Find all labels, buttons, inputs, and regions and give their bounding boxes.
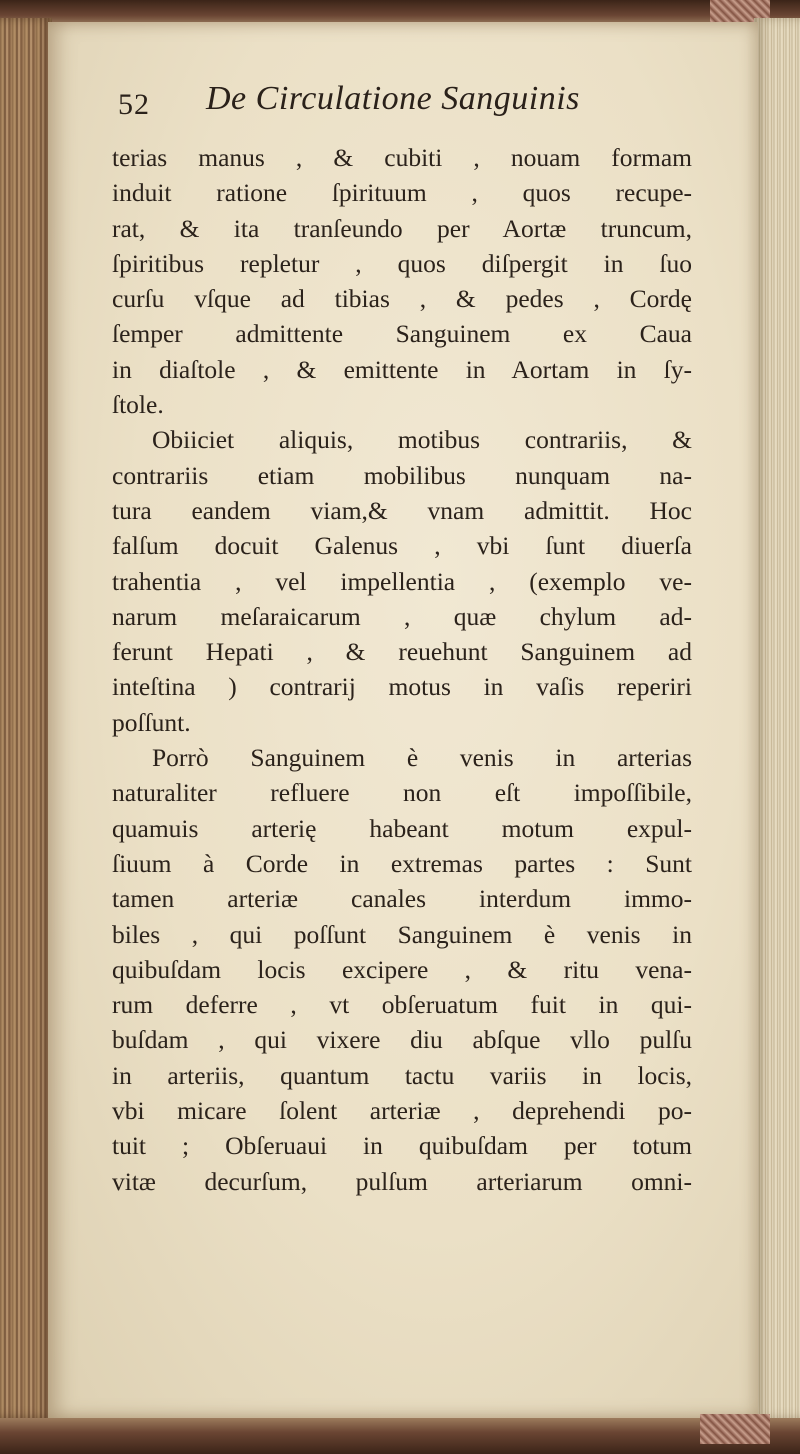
text-line: terias manus , & cubiti , nouam formam	[112, 143, 692, 172]
text-line: buſdam , qui vixere diu abſque vllo pulſu	[112, 1025, 692, 1055]
text-line: curſu vſque ad tibias , & pedes , Cordę	[112, 284, 692, 314]
page-header	[118, 80, 698, 130]
text-line: ſiuum à Corde in extremas partes : Sunt	[112, 848, 692, 878]
text-line: ſemper admittente Sanguinem ex Caua	[112, 319, 692, 349]
bookmark-ribbon-bottom	[700, 1414, 770, 1444]
text-line: falſum docuit Galenus , vbi ſunt diuerſa	[112, 531, 692, 561]
text-line: tuit ; Obſeruaui in quibuſdam per totum	[112, 1131, 692, 1161]
text-line: ferunt Hepati , & reuehunt Sanguinem ad	[112, 637, 692, 667]
text-line: biles , qui poſſunt Sanguinem è venis in	[112, 919, 692, 949]
page-number: 52	[118, 88, 150, 121]
text-line: rat, & ita tranſeundo per Aortæ truncum,	[112, 213, 692, 243]
text-line: inteſtina ) contrarij motus in vaſis reperiri	[112, 672, 692, 702]
text-line: quibuſdam locis excipere , & ritu vena-	[112, 954, 692, 984]
text-line: contrariis etiam mobilibus nunquam na-	[112, 460, 692, 490]
page-fore-edge	[754, 18, 800, 1418]
text-line: tamen arteriæ canales interdum immo-	[112, 884, 692, 914]
text-line: vitæ decurſum, pulſum arteriarum omni-	[112, 1166, 692, 1196]
text-line: trahentia , vel impellentia , (exemplo ve-	[112, 566, 692, 596]
paragraph	[112, 140, 692, 422]
text-line: naturaliter refluere non eſt impoſſibile,	[112, 778, 692, 808]
text-line: tura eandem viam,& vnam admittit. Hoc	[112, 495, 692, 525]
running-head: De Circulatione Sanguinis	[206, 80, 580, 117]
text-line: Obiiciet aliquis, motibus contrariis, &	[152, 425, 692, 455]
book-spine-gutter	[0, 18, 52, 1418]
text-line: ſpiritibus repletur , quos diſpergit in ſuo	[112, 248, 692, 278]
text-line: induit ratione ſpirituum , quos recupe-	[112, 178, 692, 208]
bottom-binding-edge	[0, 1418, 800, 1454]
text-line: narum meſaraicarum , quæ chylum ad-	[112, 601, 692, 631]
text-line: Porrò Sanguinem è venis in arterias	[152, 743, 692, 773]
text-line: in diaſtole , & emittente in Aortam in ſy-	[112, 354, 692, 384]
body-text	[112, 140, 692, 1199]
paragraph	[112, 740, 692, 1199]
text-line: quamuis arterię habeant motum expul-	[112, 813, 692, 843]
text-line: poſſunt.	[112, 707, 191, 737]
text-line: ſtole.	[112, 390, 164, 420]
text-line: in arteriis, quantum tactu variis in locis,	[112, 1060, 692, 1090]
paragraph	[112, 422, 692, 740]
text-line: vbi micare ſolent arteriæ , deprehendi po-	[112, 1096, 692, 1126]
text-line: rum deferre , vt obſeruatum fuit in qui-	[112, 990, 692, 1020]
top-binding-edge	[0, 0, 800, 22]
